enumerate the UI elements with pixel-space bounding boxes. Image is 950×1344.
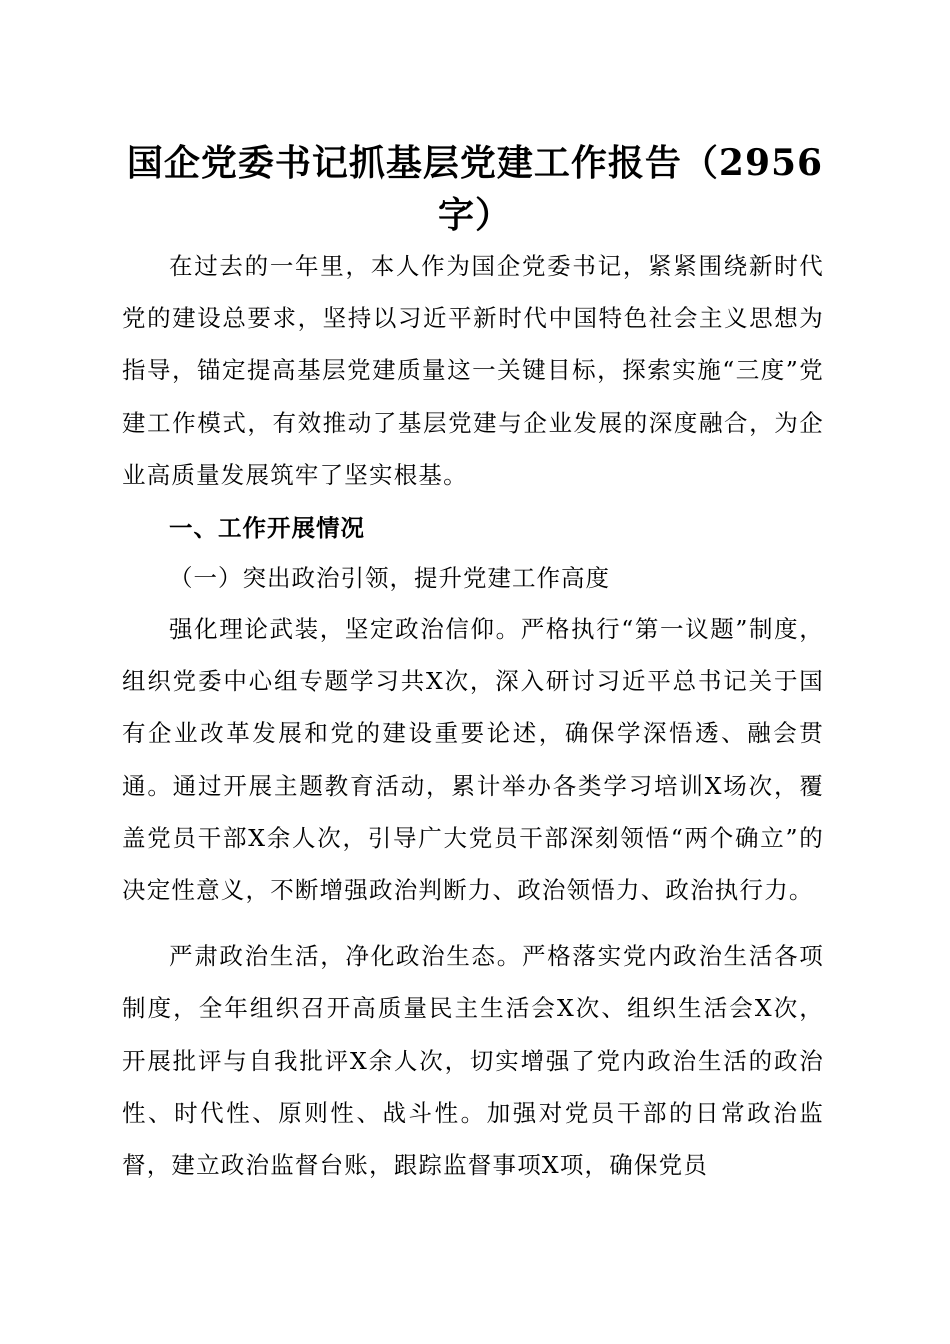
section-heading: 一、工作开展情况 [169, 514, 365, 543]
body-paragraph-2: 严肃政治生活，净化政治生态。严格落实党内政治生活各项制度，全年组织召开高质量民主生活会X次、组织生活会X次，开展批评与自我批评X余人次，切实增强了党内政治生活的政治性、时代性、原则性、战斗性。加强对党员干部的日常政治监督，建立政治监督台账，跟踪监督事项X项，确保党员 [122, 942, 824, 1180]
document-title: 国企党委书记抓基层党建工作报告（2956字） [126, 142, 824, 236]
intro-paragraph: 在过去的一年里，本人作为国企党委书记，紧紧围绕新时代党的建设总要求，坚持以习近平新时代中国特色社会主义思想为指导，锚定提高基层党建质量这一关键目标，探索实施“三度”党建工作模式，有效推动了基层党建与企业发展的深度融合，为企业高质量发展筑牢了坚实根基。 [122, 252, 824, 489]
document-body [122, 240, 824, 1191]
body-paragraph-1: 强化理论武装，坚定政治信仰。严格执行“第一议题”制度，组织党委中心组专题学习共X次，深入研讨习近平总书记关于国有企业改革发展和党的建设重要论述，确保学深悟透、融会贯通。通过开展主题教育活动，累计举办各类学习培训X场次，覆盖党员干部X余人次，引导广大党员干部深刻领悟“两个确立”的决定性意义，不断增强政治判断力、政治领悟力、政治执行力。 [122, 615, 824, 905]
subsection-heading: （一）突出政治引领，提升党建工作高度 [169, 564, 610, 593]
